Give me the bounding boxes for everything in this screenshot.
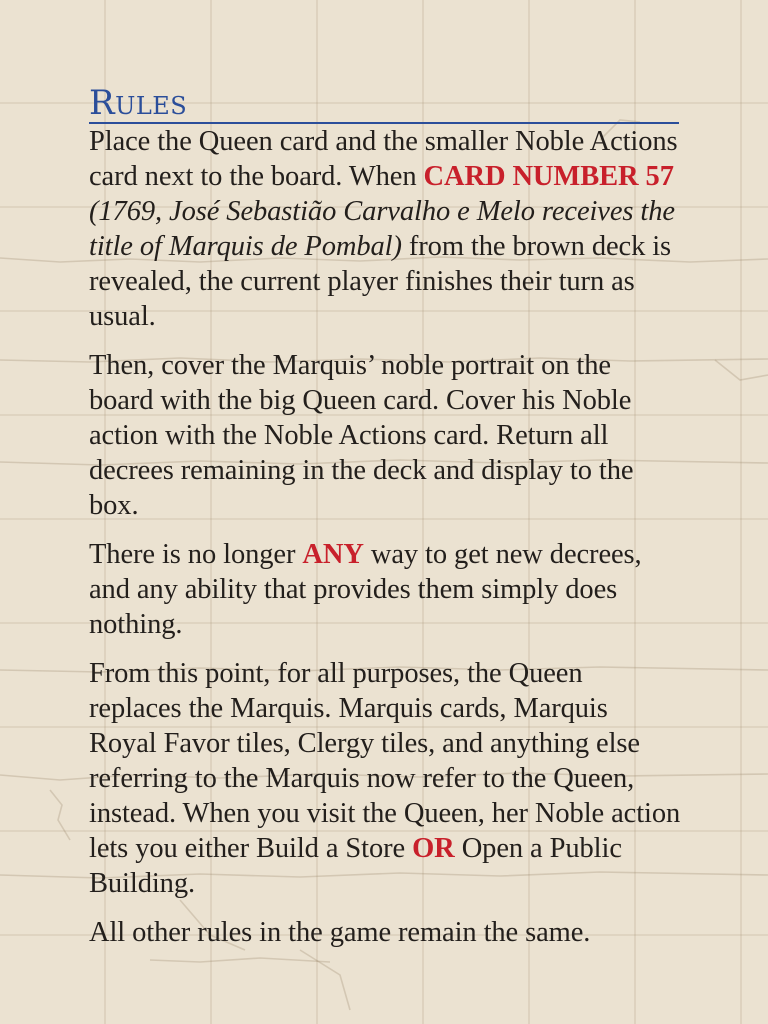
rules-section [89, 84, 681, 964]
or-emphasis: OR [412, 833, 455, 864]
paragraph-3-text-b: way to get new decrees, and any ability that provides them simply does nothing. [89, 539, 642, 640]
paragraph-4-text-a: From this point, for all purposes, the Queen replaces the Marquis. Marquis cards, Marquis Royal Favor tiles, Clergy tiles, and anything else referring to the Marquis now refer to the Queen, instead. When you visit the Queen, her Noble action lets you either Build a Store [89, 658, 681, 864]
paragraph-1-text-b: from the brown deck is revealed, the current player finishes their turn as usual. [89, 231, 672, 332]
paragraph-3-text-a: There is no longer [89, 539, 303, 570]
card-57-description: (1769, José Sebastião Carvalho e Melo receives the title of Marquis de Pombal) [89, 196, 675, 262]
rules-paragraph-5: All other rules in the game remain the same. [89, 917, 591, 948]
rules-paragraph-1 [89, 124, 681, 334]
rules-heading: Rules [89, 84, 679, 124]
card-number-57: CARD NUMBER 57 [423, 161, 674, 192]
rules-paragraph-3 [89, 537, 681, 642]
rules-paragraph-4 [89, 656, 681, 901]
paragraph-1-text-a: Place the Queen card and the smaller Noble Actions card next to the board. When [89, 126, 678, 192]
rules-paragraph-2: Then, cover the Marquis’ noble portrait on the board with the big Queen card. Cover his Noble action with the Noble Actions card. Return all decrees remaining in the deck and display to the box. [89, 350, 634, 521]
any-emphasis: ANY [302, 539, 364, 570]
paragraph-4-text-b: Open a Public Building. [89, 833, 622, 899]
